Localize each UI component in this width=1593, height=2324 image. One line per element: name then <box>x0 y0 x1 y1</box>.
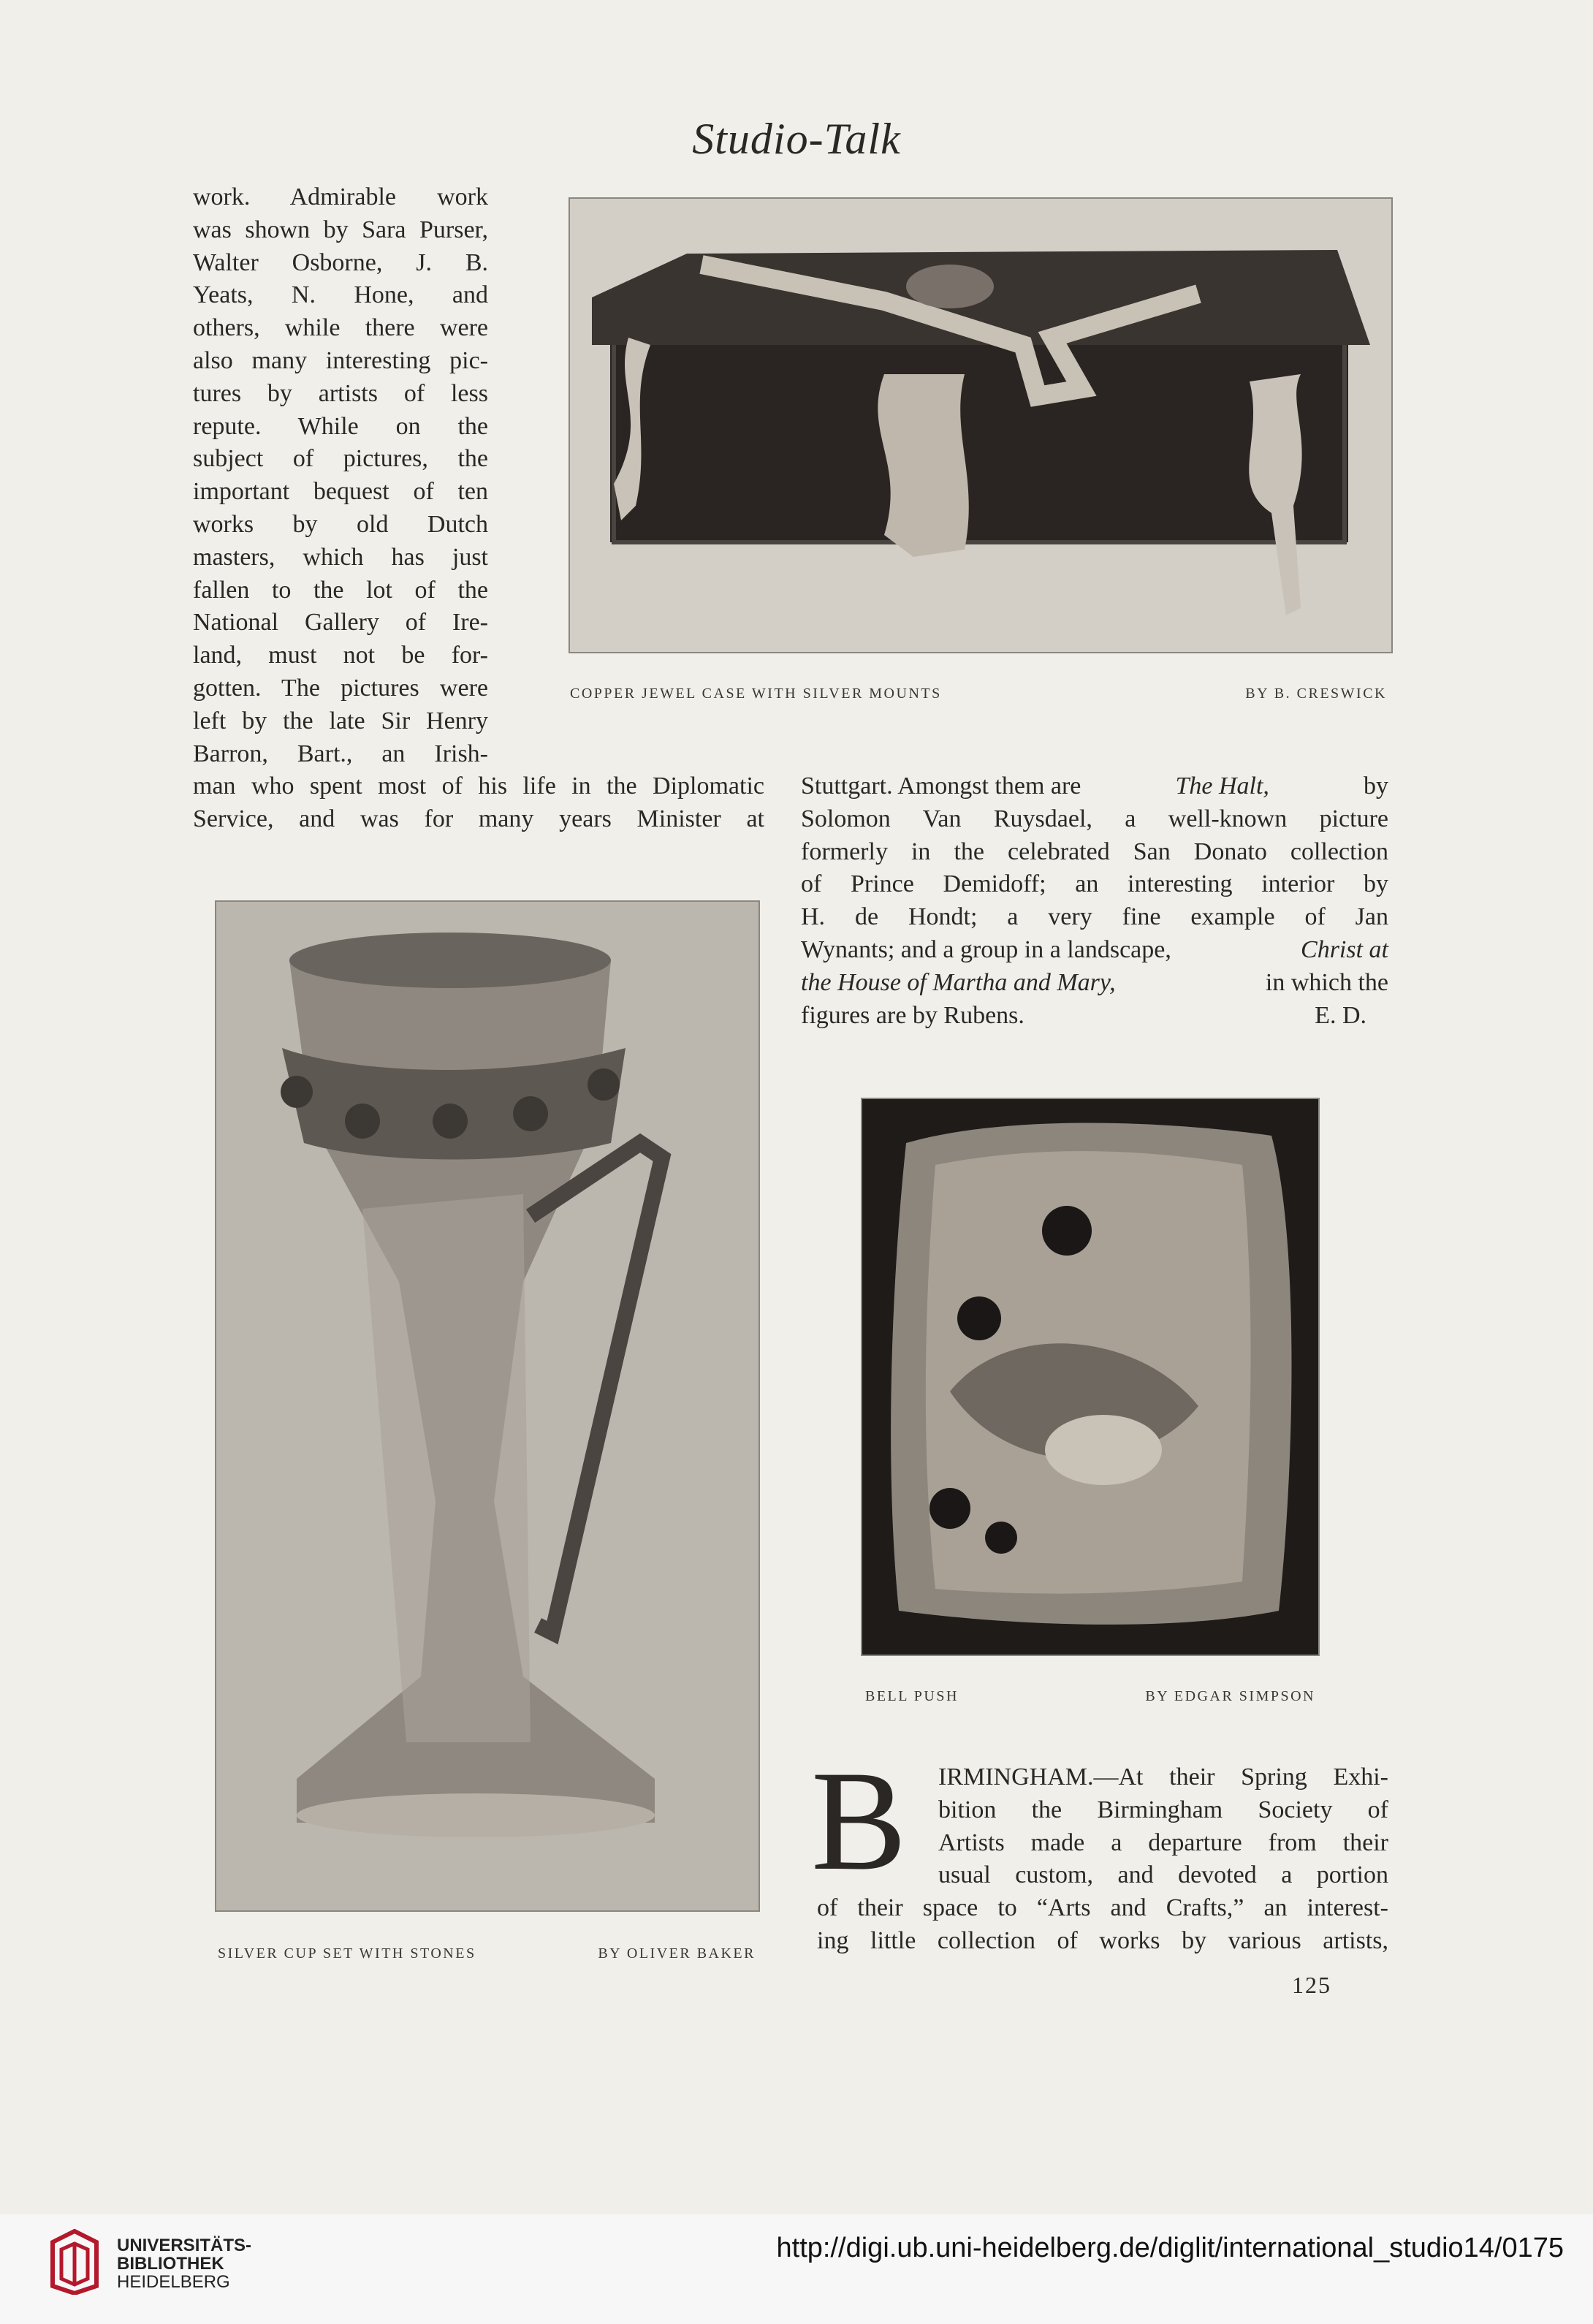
silver-cup-credit: BY OLIVER BAKER <box>598 1945 756 1962</box>
text-line: Walter Osborne, J. B. <box>193 248 488 276</box>
jewel-case-credit: BY B. CRESWICK <box>1245 686 1387 702</box>
bell-push-credit: BY EDGAR SIMPSON <box>1145 1688 1315 1704</box>
text-line: Service, and was for many years Minister at <box>193 805 764 832</box>
text-line: important bequest of ten <box>193 478 488 506</box>
text-line: tures by artists of less <box>193 379 488 407</box>
logo-line: UNIVERSITÄTS- <box>117 2236 252 2255</box>
text-line: Solomon Van Ruysdael, a well-known picture <box>801 805 1388 832</box>
text-line: National Gallery of Ire- <box>193 609 488 637</box>
right-column-text <box>801 770 1388 1032</box>
left-column-wide-text <box>193 770 764 836</box>
text-line: masters, which has just <box>193 543 488 571</box>
text-fragment: figures are by Rubens. <box>801 1001 1024 1029</box>
drop-cap: B <box>811 1742 907 1900</box>
text-line <box>801 770 1388 803</box>
bell-push-caption-row <box>865 1688 1315 1705</box>
text-line: man who spent most of his life in the Diplomatic <box>193 772 764 800</box>
text-line: left by the late Sir Henry <box>193 707 488 734</box>
bell-push-caption: BELL PUSH <box>865 1688 959 1704</box>
text-fragment: by <box>1363 772 1388 800</box>
text-line: of Prince Demidoff; an interesting interior by <box>801 870 1388 898</box>
text-line: land, must not be for- <box>193 642 488 669</box>
text-line: gotten. The pictures were <box>193 674 488 702</box>
text-line: fallen to the lot of the <box>193 576 488 604</box>
text-fragment-italic: the House of Martha and Mary, <box>801 968 1116 996</box>
text-line: works by old Dutch <box>193 510 488 538</box>
text-fragment: in which the <box>1265 968 1388 996</box>
text-line <box>801 934 1388 967</box>
jewel-case-photo <box>569 197 1393 653</box>
jewel-case-caption: COPPER JEWEL CASE WITH SILVER MOUNTS <box>570 686 942 702</box>
silver-cup-caption: SILVER CUP SET WITH STONES <box>218 1945 476 1962</box>
silver-cup-caption-row <box>218 1945 756 1962</box>
text-line: usual custom, and devoted a portion <box>938 1861 1388 1889</box>
text-line <box>801 1000 1388 1033</box>
text-line: others, while there were <box>193 314 488 342</box>
logo-line: BIBLIOTHEK <box>117 2254 224 2274</box>
text-line: Yeats, N. Hone, and <box>193 281 488 309</box>
birmingham-indented-text <box>938 1761 1388 1892</box>
text-line: H. de Hondt; a very fine example of Jan <box>801 903 1388 931</box>
text-fragment: Stuttgart. Amongst them are <box>801 772 1081 800</box>
signature: E. D. <box>1315 1001 1366 1029</box>
logo-line: HEIDELBERG <box>117 2272 230 2292</box>
bell-push-photo <box>861 1098 1320 1656</box>
text-line: ing little collection of works by various artists, <box>817 1926 1388 1954</box>
silver-cup-image <box>216 902 759 1910</box>
jewel-case-image <box>570 199 1391 652</box>
text-line: was shown by Sara Purser, <box>193 216 488 243</box>
text-fragment-italic: The Halt, <box>1175 772 1269 800</box>
text-line: Artists made a departure from their <box>938 1829 1388 1856</box>
running-header: Studio-Talk <box>692 115 901 163</box>
page-number: 125 <box>1292 1972 1331 1998</box>
text-line: Barron, Bart., an Irish- <box>193 740 488 767</box>
text-line <box>801 967 1388 1000</box>
birmingham-full-text <box>817 1892 1388 1958</box>
text-line: repute. While on the <box>193 412 488 440</box>
text-line: formerly in the celebrated San Donato collection <box>801 838 1388 865</box>
text-line: of their space to “Arts and Crafts,” an interest- <box>817 1894 1388 1921</box>
text-line: IRMINGHAM.—At their Spring Exhi- <box>938 1763 1388 1791</box>
text-line: work. Admirable work <box>193 183 488 210</box>
text-fragment: Wynants; and a group in a landscape, <box>801 935 1171 963</box>
left-column-text <box>193 181 488 770</box>
library-logo-text <box>117 2236 251 2291</box>
text-fragment-italic: Christ at <box>1301 935 1388 963</box>
text-line: also many interesting pic- <box>193 346 488 374</box>
bell-push-image <box>862 1099 1318 1655</box>
source-url-link[interactable]: http://digi.ub.uni-heidelberg.de/diglit/international_studio14/0175 <box>776 2233 1564 2263</box>
jewel-case-caption-row <box>570 686 1387 702</box>
library-logo-icon <box>45 2228 104 2295</box>
silver-cup-photo <box>215 900 760 1912</box>
text-line: subject of pictures, the <box>193 445 488 473</box>
text-line: bition the Birmingham Society of <box>938 1796 1388 1823</box>
